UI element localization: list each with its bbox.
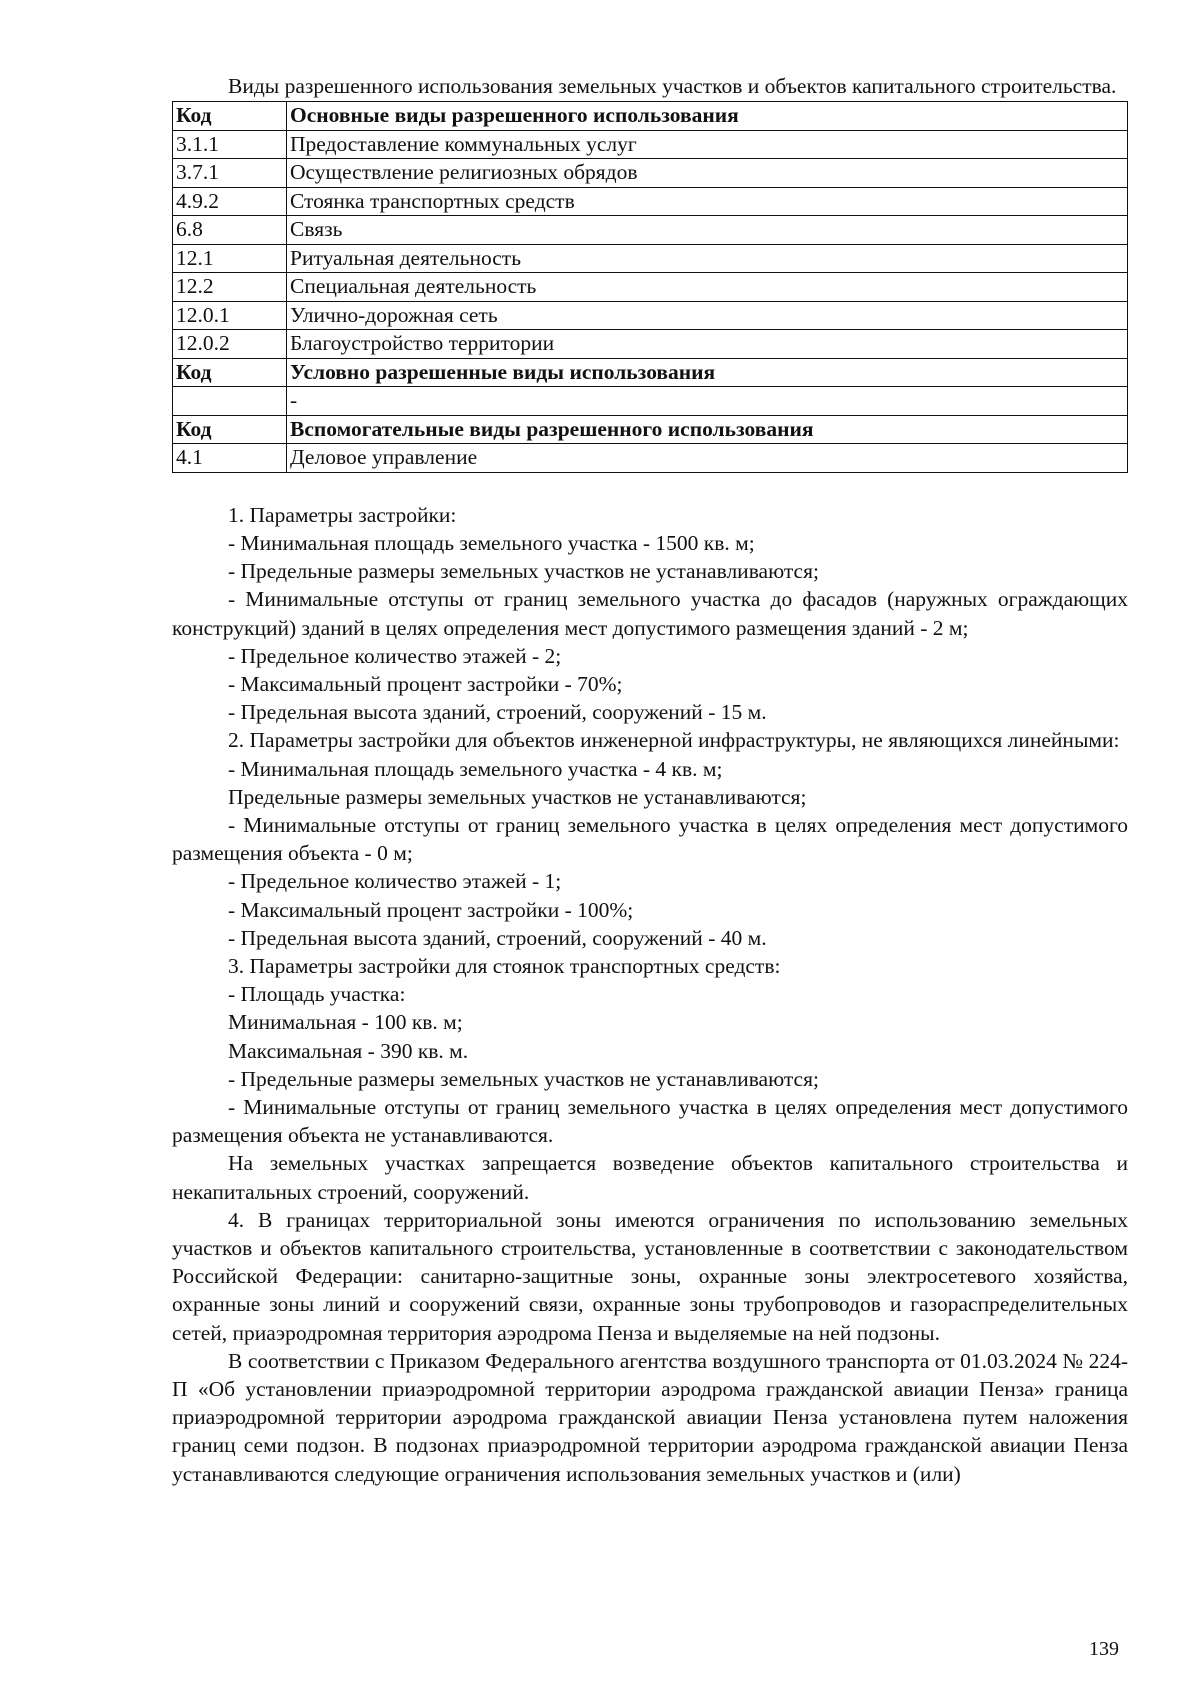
use-code [173, 387, 287, 416]
body-paragraph: 1. Параметры застройки: [228, 502, 457, 527]
body-paragraph: В соответствии с Приказом Федерального агентства воздушного транспорта от 01.03.2024 № 224-П «Об установлении приаэродромной территории аэродрома гражданской авиации Пенза» граница приаэродромной территории аэродрома гражданской авиации Пенза установлена путем наложения границ семи подзон. В подзонах приаэродромной территории аэродрома гражданской авиации Пенза устанавливаются следующие ограничения использования земельных участков и (или) [172, 1348, 1128, 1486]
use-name: Деловое управление [287, 444, 1128, 473]
body-paragraph: - Минимальные отступы от границ земельного участка в целях определения мест допустимого размещения объекта не устанавливаются. [172, 1094, 1128, 1148]
body-paragraph: Максимальная - 390 кв. м. [228, 1038, 469, 1063]
body-paragraph: - Предельное количество этажей - 2; [228, 643, 562, 668]
use-code: 3.1.1 [173, 130, 287, 159]
table-section-header [173, 358, 1128, 387]
use-code: 12.2 [173, 273, 287, 302]
body-paragraph: - Минимальная площадь земельного участка - 4 кв. м; [228, 756, 723, 781]
use-name: Улично-дорожная сеть [287, 301, 1128, 330]
body-paragraph: 3. Параметры застройки для стоянок транспортных средств: [228, 953, 781, 978]
body-paragraph: - Предельное количество этажей - 1; [228, 869, 562, 894]
table-row [173, 444, 1128, 473]
section-title: Вспомогательные виды разрешенного использования [287, 415, 1128, 444]
use-name: Стоянка транспортных средств [287, 187, 1128, 216]
use-code: 6.8 [173, 216, 287, 245]
page-number: 139 [1089, 1638, 1119, 1660]
body-paragraph: 4. В границах территориальной зоны имеются ограничения по использованию земельных участков и объектов капитального строительства, установленные в соответствии с законодательством Российской Федерации: санитарно-защитные зоны, охранные зоны электросетевого хозяйства, охранные зоны линий и сооружений связи, охранные зоны трубопроводов и газораспределительных сетей, приаэродромная территория аэродрома Пенза и выделяемые на ней подзоны. [172, 1207, 1128, 1345]
table-row [173, 159, 1128, 188]
table-row [173, 187, 1128, 216]
use-name: Специальная деятельность [287, 273, 1128, 302]
table-row [173, 387, 1128, 416]
use-name: Благоустройство территории [287, 330, 1128, 359]
section-title: Условно разрешенные виды использования [287, 358, 1128, 387]
body-paragraph: - Предельные размеры земельных участков не устанавливаются; [228, 1066, 819, 1091]
permitted-uses-table [172, 101, 1128, 473]
table-row [173, 301, 1128, 330]
use-code: 4.1 [173, 444, 287, 473]
use-code: 12.0.1 [173, 301, 287, 330]
code-column-header: Код [173, 415, 287, 444]
use-code: 12.0.2 [173, 330, 287, 359]
use-code: 12.1 [173, 244, 287, 273]
code-column-header: Код [173, 358, 287, 387]
table-section-header [173, 102, 1128, 131]
table-row [173, 273, 1128, 302]
use-code: 3.7.1 [173, 159, 287, 188]
document-body [172, 501, 1128, 1488]
use-name: Ритуальная деятельность [287, 244, 1128, 273]
section-title: Основные виды разрешенного использования [287, 102, 1128, 131]
use-name: - [287, 387, 1128, 416]
table-row [173, 330, 1128, 359]
body-paragraph: - Минимальные отступы от границ земельного участка в целях определения мест допустимого размещения объекта - 0 м; [172, 812, 1128, 866]
body-paragraph: - Площадь участка: [228, 982, 406, 1007]
table-row [173, 244, 1128, 273]
table-row [173, 216, 1128, 245]
body-paragraph: - Минимальная площадь земельного участка - 1500 кв. м; [228, 530, 755, 555]
table-row [173, 130, 1128, 159]
body-paragraph: 2. Параметры застройки для объектов инженерной инфраструктуры, не являющихся линейными: [228, 728, 1120, 753]
body-paragraph: - Предельные размеры земельных участков не устанавливаются; [228, 559, 819, 584]
use-name: Осуществление религиозных обрядов [287, 159, 1128, 188]
body-paragraph: Минимальная - 100 кв. м; [228, 1010, 463, 1035]
document-page [172, 72, 1128, 1488]
use-name: Связь [287, 216, 1128, 245]
body-paragraph: - Предельная высота зданий, строений, сооружений - 40 м. [228, 925, 767, 950]
intro-paragraph: Виды разрешенного использования земельных участков и объектов капитального строительства. [228, 74, 1117, 98]
code-column-header: Код [173, 102, 287, 131]
table-section-header [173, 415, 1128, 444]
use-code: 4.9.2 [173, 187, 287, 216]
body-paragraph: Предельные размеры земельных участков не устанавливаются; [228, 784, 807, 809]
body-paragraph: На земельных участках запрещается возведение объектов капитального строительства и некапитальных строений, сооружений. [172, 1151, 1128, 1204]
body-paragraph: - Максимальный процент застройки - 70%; [228, 671, 623, 696]
body-paragraph: - Максимальный процент застройки - 100%; [228, 897, 634, 922]
body-paragraph: - Минимальные отступы от границ земельного участка до фасадов (наружных ограждающих конструкций) зданий в целях определения мест допустимого размещения зданий - 2 м; [172, 587, 1128, 640]
body-paragraph: - Предельная высота зданий, строений, сооружений - 15 м. [228, 700, 767, 725]
use-name: Предоставление коммунальных услуг [287, 130, 1128, 159]
